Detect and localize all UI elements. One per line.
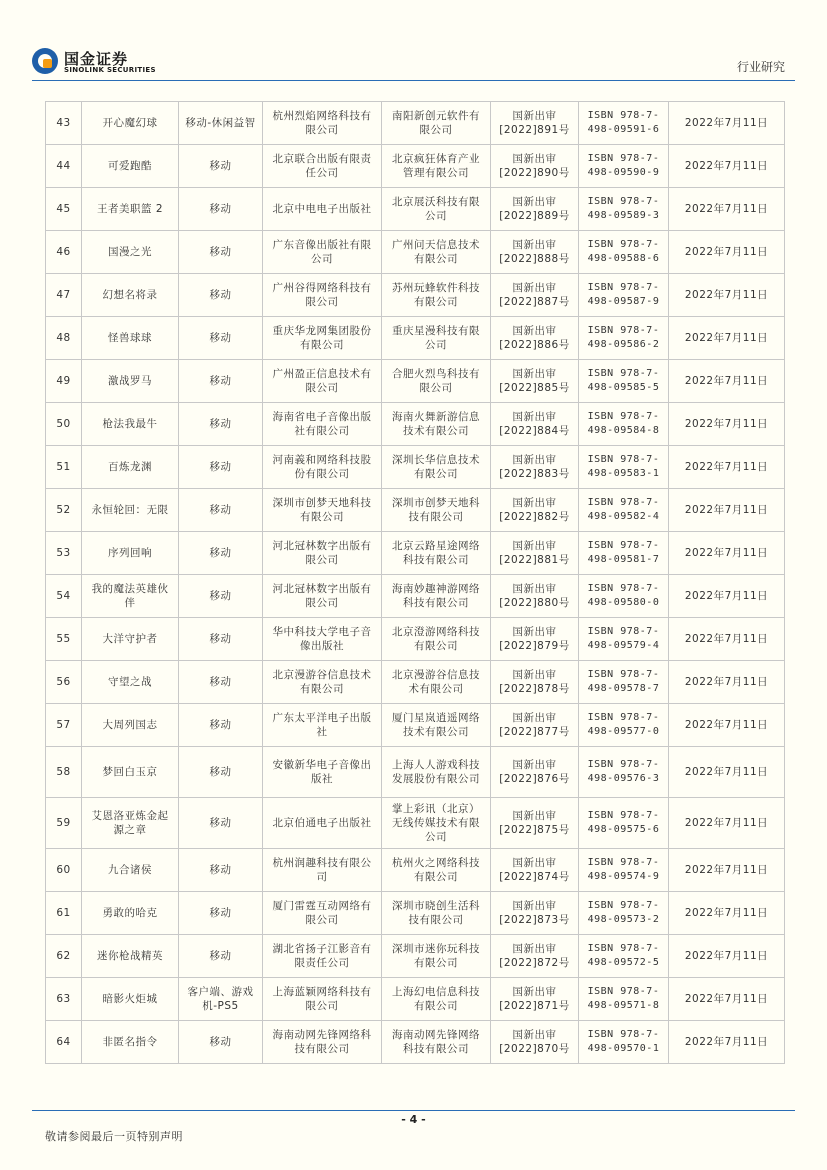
cell-approval-number: 国新出审 [2022]884号 [491, 403, 579, 446]
cell-operator: 重庆星漫科技有限公司 [382, 317, 491, 360]
cell-operator: 深圳长华信息技术有限公司 [382, 446, 491, 489]
cell-platform: 移动 [179, 747, 263, 798]
cell-platform: 移动 [179, 188, 263, 231]
cell-publisher: 海南省电子音像出版社有限公司 [263, 403, 382, 446]
cell-platform: 移动 [179, 532, 263, 575]
cell-operator: 上海人人游戏科技发展股份有限公司 [382, 747, 491, 798]
cell-isbn: ISBN 978-7-498-09590-9 [579, 145, 669, 188]
cell-approval-date: 2022年7月11日 [669, 360, 785, 403]
cell-game-name: 艾恩洛亚炼金起源之章 [82, 798, 179, 849]
cell-publisher: 重庆华龙网集团股份有限公司 [263, 317, 382, 360]
cell-isbn: ISBN 978-7-498-09575-6 [579, 798, 669, 849]
cell-platform: 移动 [179, 145, 263, 188]
cell-approval-date: 2022年7月11日 [669, 575, 785, 618]
cell-approval-number: 国新出审 [2022]888号 [491, 231, 579, 274]
table-row [46, 317, 785, 360]
cell-platform: 移动 [179, 798, 263, 849]
cell-game-name: 百炼龙渊 [82, 446, 179, 489]
cell-publisher: 杭州润趣科技有限公司 [263, 849, 382, 892]
cell-row-number: 45 [46, 188, 82, 231]
cell-publisher: 广东音像出版社有限公司 [263, 231, 382, 274]
header-divider [32, 80, 795, 81]
company-logo [32, 46, 156, 78]
cell-operator: 北京展沃科技有限公司 [382, 188, 491, 231]
cell-row-number: 58 [46, 747, 82, 798]
cell-approval-number: 国新出审 [2022]890号 [491, 145, 579, 188]
cell-operator: 合肥火烈鸟科技有限公司 [382, 360, 491, 403]
page-number: - 4 - [401, 1113, 426, 1126]
table-row [46, 1021, 785, 1064]
table-row [46, 403, 785, 446]
cell-isbn: ISBN 978-7-498-09573-2 [579, 892, 669, 935]
cell-isbn: ISBN 978-7-498-09588-6 [579, 231, 669, 274]
cell-game-name: 可爱跑酷 [82, 145, 179, 188]
cell-isbn: ISBN 978-7-498-09585-5 [579, 360, 669, 403]
cell-operator: 深圳市迷你玩科技有限公司 [382, 935, 491, 978]
cell-operator: 苏州玩蜂软件科技有限公司 [382, 274, 491, 317]
table-row [46, 145, 785, 188]
table-row [46, 231, 785, 274]
cell-platform: 移动-休闲益智 [179, 102, 263, 145]
cell-game-name: 永恒轮回：无限 [82, 489, 179, 532]
cell-row-number: 57 [46, 704, 82, 747]
cell-approval-number: 国新出审 [2022]873号 [491, 892, 579, 935]
cell-publisher: 河北冠林数字出版有限公司 [263, 575, 382, 618]
cell-operator: 杭州火之网络科技有限公司 [382, 849, 491, 892]
cell-operator: 深圳市创梦天地科技有限公司 [382, 489, 491, 532]
cell-game-name: 暗影火炬城 [82, 978, 179, 1021]
cell-isbn: ISBN 978-7-498-09574-9 [579, 849, 669, 892]
cell-platform: 移动 [179, 704, 263, 747]
cell-approval-date: 2022年7月11日 [669, 446, 785, 489]
cell-row-number: 49 [46, 360, 82, 403]
cell-publisher: 北京中电电子出版社 [263, 188, 382, 231]
cell-game-name: 大洋守护者 [82, 618, 179, 661]
cell-platform: 移动 [179, 661, 263, 704]
cell-platform: 移动 [179, 446, 263, 489]
cell-operator: 海南动网先锋网络科技有限公司 [382, 1021, 491, 1064]
table-row [46, 892, 785, 935]
footer-divider [32, 1110, 795, 1111]
cell-isbn: ISBN 978-7-498-09572-5 [579, 935, 669, 978]
table-row [46, 102, 785, 145]
cell-approval-number: 国新出审 [2022]882号 [491, 489, 579, 532]
cell-isbn: ISBN 978-7-498-09576-3 [579, 747, 669, 798]
cell-approval-date: 2022年7月11日 [669, 188, 785, 231]
cell-approval-date: 2022年7月11日 [669, 892, 785, 935]
cell-approval-date: 2022年7月11日 [669, 231, 785, 274]
cell-row-number: 47 [46, 274, 82, 317]
cell-operator: 深圳市晓创生活科技有限公司 [382, 892, 491, 935]
cell-platform: 客户端、游戏机-PS5 [179, 978, 263, 1021]
table-row [46, 849, 785, 892]
cell-approval-number: 国新出审 [2022]887号 [491, 274, 579, 317]
cell-approval-number: 国新出审 [2022]875号 [491, 798, 579, 849]
cell-platform: 移动 [179, 892, 263, 935]
cell-isbn: ISBN 978-7-498-09571-8 [579, 978, 669, 1021]
table-row [46, 935, 785, 978]
cell-game-name: 国漫之光 [82, 231, 179, 274]
cell-platform: 移动 [179, 489, 263, 532]
cell-platform: 移动 [179, 618, 263, 661]
cell-platform: 移动 [179, 575, 263, 618]
cell-approval-date: 2022年7月11日 [669, 747, 785, 798]
table-row [46, 704, 785, 747]
cell-approval-date: 2022年7月11日 [669, 1021, 785, 1064]
cell-row-number: 56 [46, 661, 82, 704]
cell-publisher: 北京伯通电子出版社 [263, 798, 382, 849]
table-row [46, 274, 785, 317]
cell-approval-number: 国新出审 [2022]876号 [491, 747, 579, 798]
cell-row-number: 43 [46, 102, 82, 145]
cell-approval-number: 国新出审 [2022]883号 [491, 446, 579, 489]
cell-operator: 南阳新创元软件有限公司 [382, 102, 491, 145]
cell-isbn: ISBN 978-7-498-09580-0 [579, 575, 669, 618]
cell-approval-date: 2022年7月11日 [669, 102, 785, 145]
cell-publisher: 湖北省扬子江影音有限责任公司 [263, 935, 382, 978]
cell-game-name: 开心魔幻球 [82, 102, 179, 145]
cell-approval-number: 国新出审 [2022]886号 [491, 317, 579, 360]
cell-approval-date: 2022年7月11日 [669, 145, 785, 188]
cell-isbn: ISBN 978-7-498-09570-1 [579, 1021, 669, 1064]
cell-isbn: ISBN 978-7-498-09582-4 [579, 489, 669, 532]
cell-row-number: 62 [46, 935, 82, 978]
cell-approval-date: 2022年7月11日 [669, 618, 785, 661]
cell-publisher: 上海蓝颖网络科技有限公司 [263, 978, 382, 1021]
cell-publisher: 华中科技大学电子音像出版社 [263, 618, 382, 661]
cell-row-number: 64 [46, 1021, 82, 1064]
cell-game-name: 守望之战 [82, 661, 179, 704]
logo-cn-text: 国金证券 [64, 50, 129, 68]
table-row [46, 978, 785, 1021]
cell-game-name: 梦回白玉京 [82, 747, 179, 798]
cell-game-name: 怪兽球球 [82, 317, 179, 360]
cell-publisher: 广州盈正信息技术有限公司 [263, 360, 382, 403]
cell-approval-number: 国新出审 [2022]879号 [491, 618, 579, 661]
disclaimer-text: 敬请参阅最后一页特别声明 [45, 1130, 183, 1143]
cell-game-name: 枪法我最牛 [82, 403, 179, 446]
cell-approval-number: 国新出审 [2022]891号 [491, 102, 579, 145]
table-row [46, 489, 785, 532]
cell-platform: 移动 [179, 403, 263, 446]
cell-platform: 移动 [179, 1021, 263, 1064]
cell-approval-date: 2022年7月11日 [669, 532, 785, 575]
cell-publisher: 广州谷得网络科技有限公司 [263, 274, 382, 317]
cell-platform: 移动 [179, 360, 263, 403]
cell-approval-number: 国新出审 [2022]871号 [491, 978, 579, 1021]
cell-approval-number: 国新出审 [2022]880号 [491, 575, 579, 618]
cell-approval-number: 国新出审 [2022]881号 [491, 532, 579, 575]
cell-row-number: 59 [46, 798, 82, 849]
cell-approval-date: 2022年7月11日 [669, 274, 785, 317]
cell-publisher: 北京联合出版有限责任公司 [263, 145, 382, 188]
cell-row-number: 61 [46, 892, 82, 935]
cell-isbn: ISBN 978-7-498-09587-9 [579, 274, 669, 317]
cell-isbn: ISBN 978-7-498-09578-7 [579, 661, 669, 704]
cell-isbn: ISBN 978-7-498-09581-7 [579, 532, 669, 575]
cell-approval-date: 2022年7月11日 [669, 661, 785, 704]
cell-platform: 移动 [179, 317, 263, 360]
cell-approval-number: 国新出审 [2022]872号 [491, 935, 579, 978]
cell-approval-date: 2022年7月11日 [669, 704, 785, 747]
cell-operator: 海南妙趣神游网络科技有限公司 [382, 575, 491, 618]
cell-isbn: ISBN 978-7-498-09577-0 [579, 704, 669, 747]
table-row [46, 575, 785, 618]
cell-operator: 上海幻电信息科技有限公司 [382, 978, 491, 1021]
cell-operator: 北京澄游网络科技有限公司 [382, 618, 491, 661]
cell-publisher: 安徽新华电子音像出版社 [263, 747, 382, 798]
cell-isbn: ISBN 978-7-498-09589-3 [579, 188, 669, 231]
cell-platform: 移动 [179, 231, 263, 274]
cell-row-number: 48 [46, 317, 82, 360]
cell-game-name: 序列回响 [82, 532, 179, 575]
cell-publisher: 广东太平洋电子出版社 [263, 704, 382, 747]
cell-operator: 北京云路星途网络科技有限公司 [382, 532, 491, 575]
cell-row-number: 60 [46, 849, 82, 892]
cell-operator: 厦门星岚逍遥网络技术有限公司 [382, 704, 491, 747]
cell-approval-date: 2022年7月11日 [669, 403, 785, 446]
cell-row-number: 51 [46, 446, 82, 489]
cell-row-number: 50 [46, 403, 82, 446]
table-row [46, 618, 785, 661]
cell-approval-number: 国新出审 [2022]885号 [491, 360, 579, 403]
cell-row-number: 46 [46, 231, 82, 274]
cell-game-name: 勇敢的哈克 [82, 892, 179, 935]
cell-isbn: ISBN 978-7-498-09591-6 [579, 102, 669, 145]
table-row [46, 188, 785, 231]
cell-row-number: 63 [46, 978, 82, 1021]
cell-game-name: 非匿名指令 [82, 1021, 179, 1064]
cell-game-name: 九合诸侯 [82, 849, 179, 892]
cell-row-number: 53 [46, 532, 82, 575]
logo-en-text: SINOLINK SECURITIES [64, 66, 156, 74]
cell-approval-date: 2022年7月11日 [669, 489, 785, 532]
cell-publisher: 河南義和网络科技股份有限公司 [263, 446, 382, 489]
cell-game-name: 激战罗马 [82, 360, 179, 403]
cell-isbn: ISBN 978-7-498-09584-8 [579, 403, 669, 446]
cell-game-name: 迷你枪战精英 [82, 935, 179, 978]
cell-row-number: 54 [46, 575, 82, 618]
cell-platform: 移动 [179, 849, 263, 892]
cell-row-number: 55 [46, 618, 82, 661]
cell-approval-date: 2022年7月11日 [669, 978, 785, 1021]
cell-game-name: 幻想名将录 [82, 274, 179, 317]
cell-publisher: 杭州烈焰网络科技有限公司 [263, 102, 382, 145]
cell-approval-number: 国新出审 [2022]874号 [491, 849, 579, 892]
cell-operator: 北京漫游谷信息技术有限公司 [382, 661, 491, 704]
cell-operator: 广州问天信息技术有限公司 [382, 231, 491, 274]
cell-publisher: 深圳市创梦天地科技有限公司 [263, 489, 382, 532]
section-label: 行业研究 [736, 60, 785, 74]
table-row [46, 747, 785, 798]
cell-platform: 移动 [179, 935, 263, 978]
cell-game-name: 王者美职篮 2 [82, 188, 179, 231]
cell-approval-date: 2022年7月11日 [669, 317, 785, 360]
table-row [46, 798, 785, 849]
cell-row-number: 52 [46, 489, 82, 532]
cell-publisher: 北京漫游谷信息技术有限公司 [263, 661, 382, 704]
cell-operator: 北京疯狂体育产业管理有限公司 [382, 145, 491, 188]
table-row [46, 360, 785, 403]
cell-row-number: 44 [46, 145, 82, 188]
cell-isbn: ISBN 978-7-498-09583-1 [579, 446, 669, 489]
table-row [46, 446, 785, 489]
cell-publisher: 海南动网先锋网络科技有限公司 [263, 1021, 382, 1064]
cell-approval-number: 国新出审 [2022]877号 [491, 704, 579, 747]
cell-operator: 掌上彩讯（北京）无线传媒技术有限公司 [382, 798, 491, 849]
cell-approval-number: 国新出审 [2022]870号 [491, 1021, 579, 1064]
cell-approval-number: 国新出审 [2022]878号 [491, 661, 579, 704]
cell-operator: 海南火舞新游信息技术有限公司 [382, 403, 491, 446]
cell-isbn: ISBN 978-7-498-09586-2 [579, 317, 669, 360]
table-row [46, 532, 785, 575]
cell-approval-number: 国新出审 [2022]889号 [491, 188, 579, 231]
cell-approval-date: 2022年7月11日 [669, 849, 785, 892]
game-approval-table [45, 101, 785, 1064]
cell-game-name: 我的魔法英雄伙伴 [82, 575, 179, 618]
cell-publisher: 河北冠林数字出版有限公司 [263, 532, 382, 575]
logo-dot-icon [43, 59, 52, 68]
cell-isbn: ISBN 978-7-498-09579-4 [579, 618, 669, 661]
cell-approval-date: 2022年7月11日 [669, 798, 785, 849]
cell-platform: 移动 [179, 274, 263, 317]
cell-approval-date: 2022年7月11日 [669, 935, 785, 978]
cell-game-name: 大周列国志 [82, 704, 179, 747]
cell-publisher: 厦门雷霆互动网络有限公司 [263, 892, 382, 935]
table-row [46, 661, 785, 704]
